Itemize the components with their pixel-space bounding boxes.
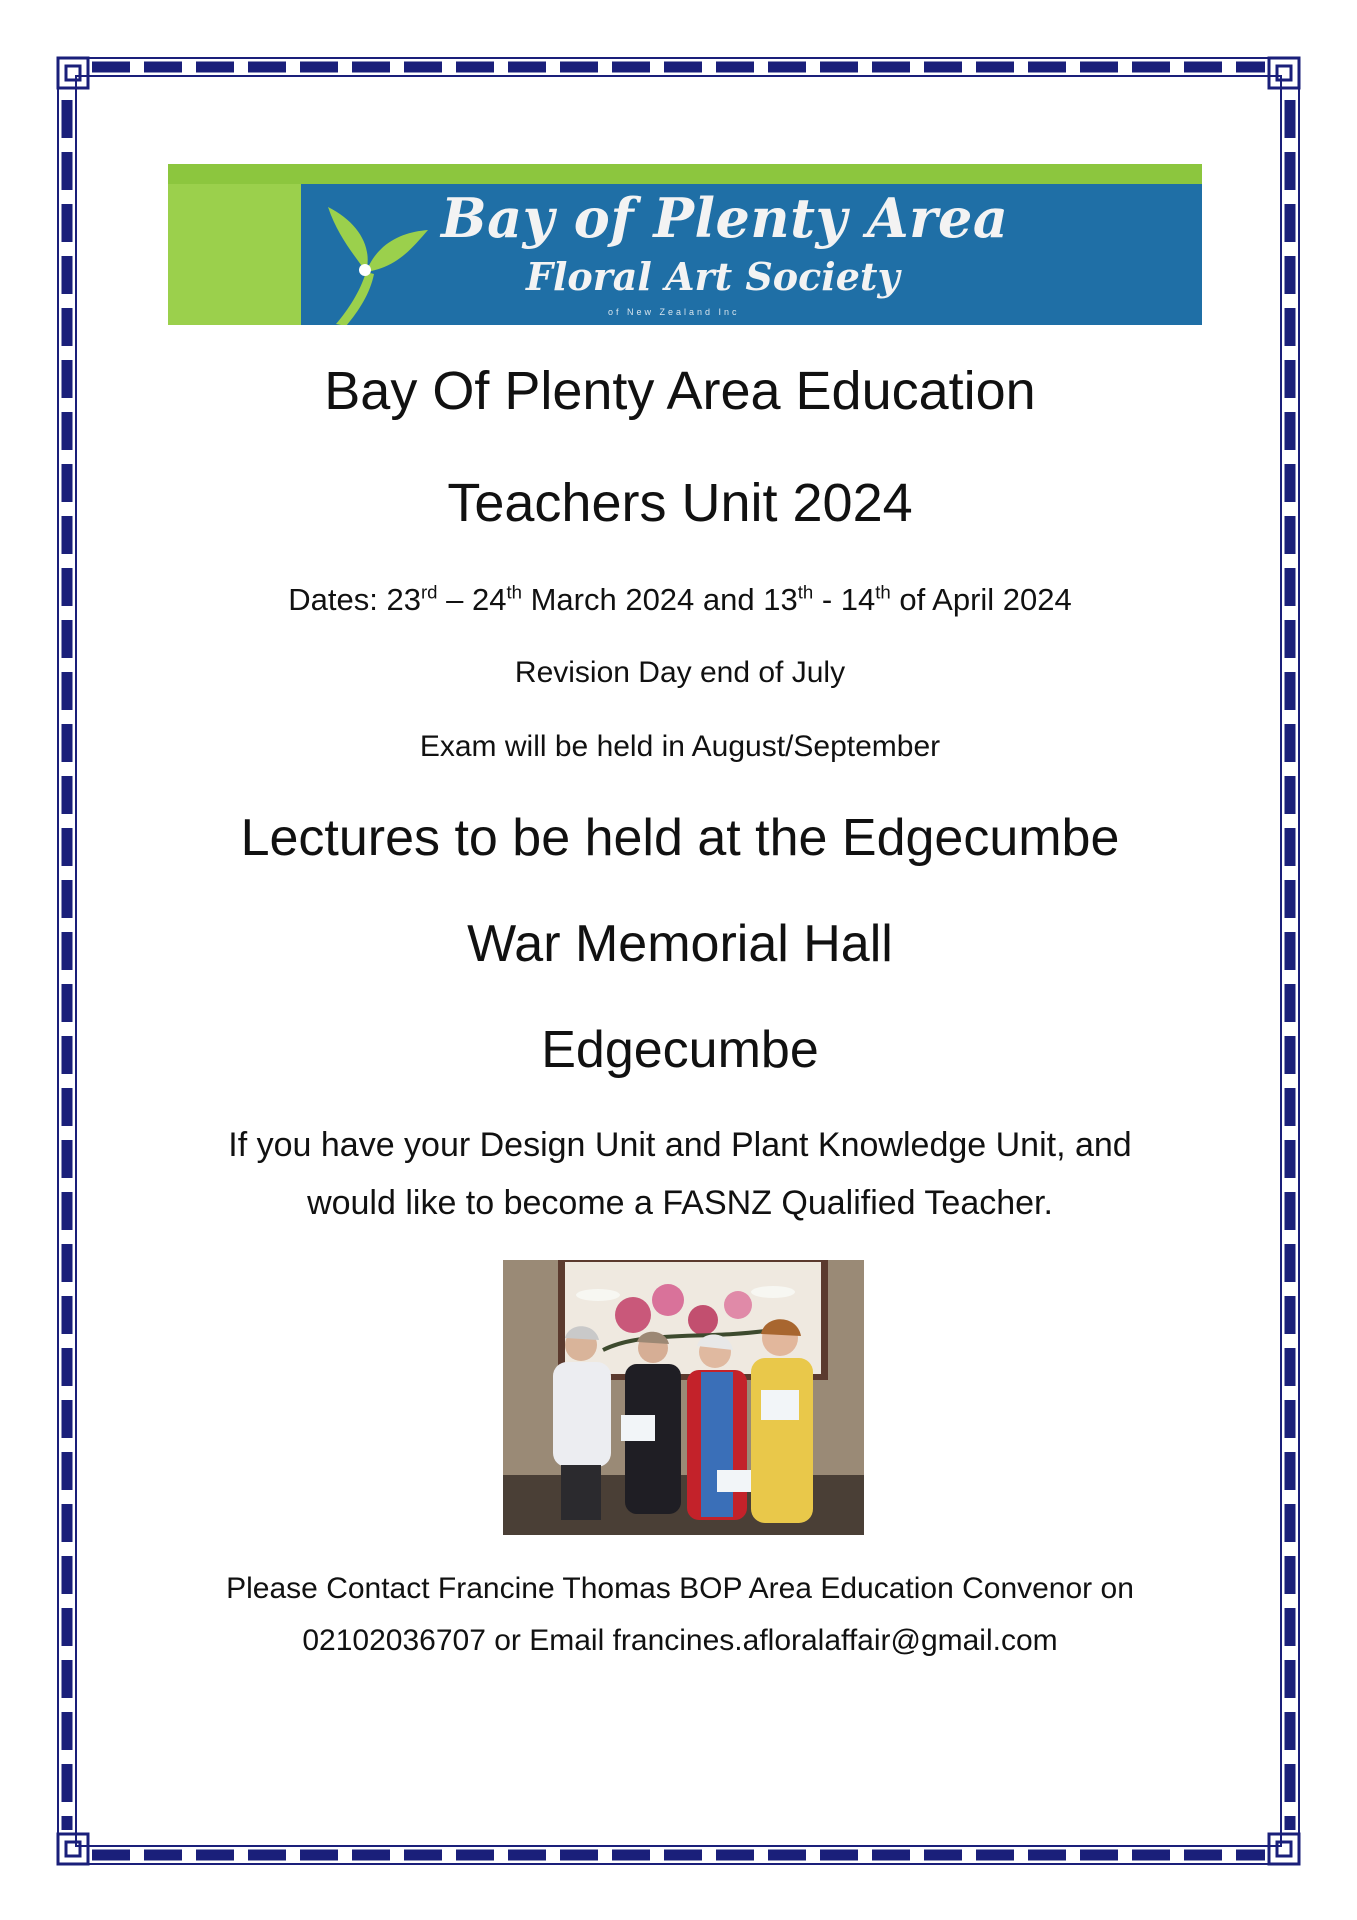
- banner-title: Bay of Plenty Area: [441, 186, 1009, 250]
- page-subtitle: Teachers Unit 2024: [447, 473, 913, 533]
- society-banner: [168, 164, 1202, 325]
- dates-sup-th-3: th: [875, 581, 891, 603]
- revision-day-text: Revision Day end of July: [514, 656, 846, 689]
- group-photo-image: [503, 1260, 864, 1535]
- dates-sup-th-2: th: [797, 581, 814, 603]
- page-title: Bay Of Plenty Area Education: [324, 361, 1036, 421]
- banner-green-block: [168, 164, 301, 325]
- banner-green-strip: [168, 164, 1202, 184]
- dates-part-4: - 14: [813, 582, 876, 617]
- venue-line-2: War Memorial Hall: [467, 915, 893, 973]
- requirement-line-1: If you have your Design Unit and Plant Knowledge Unit, and: [228, 1126, 1132, 1164]
- requirement-line-2: would like to become a FASNZ Qualified Teacher.: [307, 1184, 1053, 1222]
- banner-subtitle: Floral Art Society: [526, 254, 900, 299]
- group-photo: [503, 1260, 864, 1535]
- banner-tagline: of New Zealand Inc: [608, 307, 740, 317]
- dates-line: [150, 582, 1210, 618]
- contact-line-1: Please Contact Francine Thomas BOP Area Education Convenor on: [226, 1572, 1134, 1605]
- venue-line-3: Edgecumbe: [541, 1021, 819, 1079]
- leaf-logo-icon: [318, 202, 438, 325]
- venue-line-1: Lectures to be held at the Edgecumbe: [240, 809, 1120, 867]
- dates-part-2: – 24: [437, 582, 507, 617]
- contact-line-2: 02102036707 or Email francines.afloralaffair@gmail.com: [302, 1624, 1058, 1657]
- dates-part-5: of April 2024: [890, 582, 1072, 617]
- exam-text: Exam will be held in August/September: [419, 730, 941, 763]
- dates-part-3: March 2024 and 13: [521, 582, 798, 617]
- dates-label: Dates: 23: [288, 582, 421, 617]
- dates-sup-rd: rd: [420, 581, 438, 603]
- dates-sup-th-1: th: [506, 581, 522, 603]
